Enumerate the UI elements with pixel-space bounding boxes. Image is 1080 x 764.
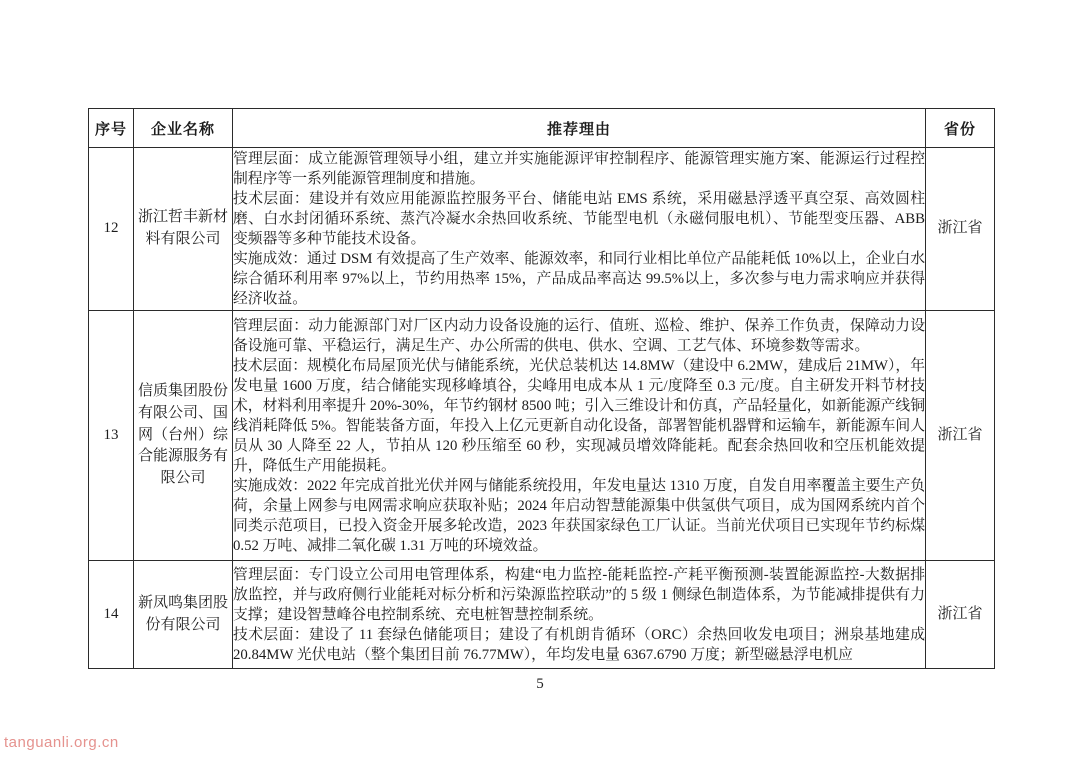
reason-paragraph: 管理层面：动力能源部门对厂区内动力设备设施的运行、值班、巡检、维护、保养工作负责，保障动力设备设施可靠、平稳运行，满足生产、办公所需的供电、供水、空调、工艺气体、环境参数等需求。 [233, 317, 925, 354]
reason-paragraph: 实施成效：通过 DSM 有效提高了生产效率、能源效率，和同行业相比单位产品能耗低 10%以上，企业白水综合循环利用率 97%以上，节约用热率 15%，产品成品率高达 99.5%以上，多次参与电力需求响应并获得经济收益。 [233, 251, 925, 307]
province-cell: 浙江省 [926, 311, 995, 561]
reason-paragraph: 技术层面：建设了 11 套绿色储能项目；建设了有机朗肯循环（ORC）余热回收发电项目；洲泉基地建成 20.84MW 光伏电站（整个集团目前 76.77MW），年均发电量 6367.6790 万度；新型磁悬浮电机应 [233, 626, 925, 663]
reason-cell [233, 311, 926, 561]
table-header-row [89, 109, 995, 148]
table-row [89, 561, 995, 669]
reason-paragraph: 实施成效：2022 年完成首批光伏并网与储能系统投用，年发电量达 1310 万度，自发自用率覆盖主要生产负荷，余量上网参与电网需求响应获取补贴；2024 年启动智慧能源集中供氢供气项目，成为国网系统内首个同类示范项目，已投入资金开展多轮改造，2023 年获国家绿色工厂认证。当前光伏项目已实现年节约标煤 0.52 万吨、减排二氧化碳 1.31 万吨的环境效益。 [233, 477, 925, 554]
reason-paragraph: 技术层面：规模化布局屋顶光伏与储能系统，光伏总装机达 14.8MW（建设中 6.2MW，建成后 21MW），年发电量 1600 万度，结合储能实现移峰填谷，尖峰用电成本从 1 元/度降至 0.3 元/度。自主研发开料节材技术，材料利用率提升 20%-30%，年节约钢材 8500 吨；引入三维设计和仿真，产品轻量化，如新能源产线铜线消耗降低 5%。智能装备方面，年投入上亿元更新自动化设备，部署智能机器臂和运输车，新能源车间人员从 30 人降至 22 人，节拍从 120 秒压缩至 60 秒，实现减员增效降能耗。配套余热回收和空压机能效提升，降低生产用能损耗。 [233, 357, 925, 474]
company-name-cell: 浙江哲丰新材料有限公司 [134, 148, 233, 311]
table-row [89, 148, 995, 311]
header-reason: 推荐理由 [233, 109, 926, 148]
row-number-cell: 14 [89, 561, 134, 669]
reason-paragraph: 管理层面：成立能源管理领导小组，建立并实施能源评审控制程序、能源管理实施方案、能源运行过程控制程序等一系列能源管理制度和措施。 [233, 151, 925, 187]
table-row [89, 311, 995, 561]
province-cell: 浙江省 [926, 148, 995, 311]
province-cell: 浙江省 [926, 561, 995, 669]
reason-paragraph: 管理层面：专门设立公司用电管理体系，构建“电力监控-能耗监控-产耗平衡预测-装置能源监控-大数据排放监控，并与政府侧行业能耗对标分析和污染源监控联动”的 5 级 1 侧绿色制造体系，为节能减排提供有力支撑；建设智慧峰谷电控制系统、充电桩智慧控制系统。 [233, 566, 925, 623]
reason-cell [233, 561, 926, 669]
header-no: 序号 [89, 109, 134, 148]
company-name-cell: 新凤鸣集团股份有限公司 [134, 561, 233, 669]
header-company: 企业名称 [134, 109, 233, 148]
reason-paragraph: 技术层面：建设并有效应用能源监控服务平台、储能电站 EMS 系统，采用磁悬浮透平真空泵、高效圆柱磨、白水封闭循环系统、蒸汽冷凝水余热回收系统、节能型电机（永磁伺服电机）、节能型变压器、ABB 变频器等多种节能技术设备。 [233, 191, 925, 247]
company-name-cell: 信质集团股份有限公司、国网（台州）综合能源服务有限公司 [134, 311, 233, 561]
row-number-cell: 13 [89, 311, 134, 561]
header-province: 省份 [926, 109, 995, 148]
recommendation-table [88, 108, 995, 669]
watermark: tanguanli.org.cn [4, 734, 119, 751]
reason-cell [233, 148, 926, 311]
page-number: 5 [536, 676, 544, 692]
row-number-cell: 12 [89, 148, 134, 311]
